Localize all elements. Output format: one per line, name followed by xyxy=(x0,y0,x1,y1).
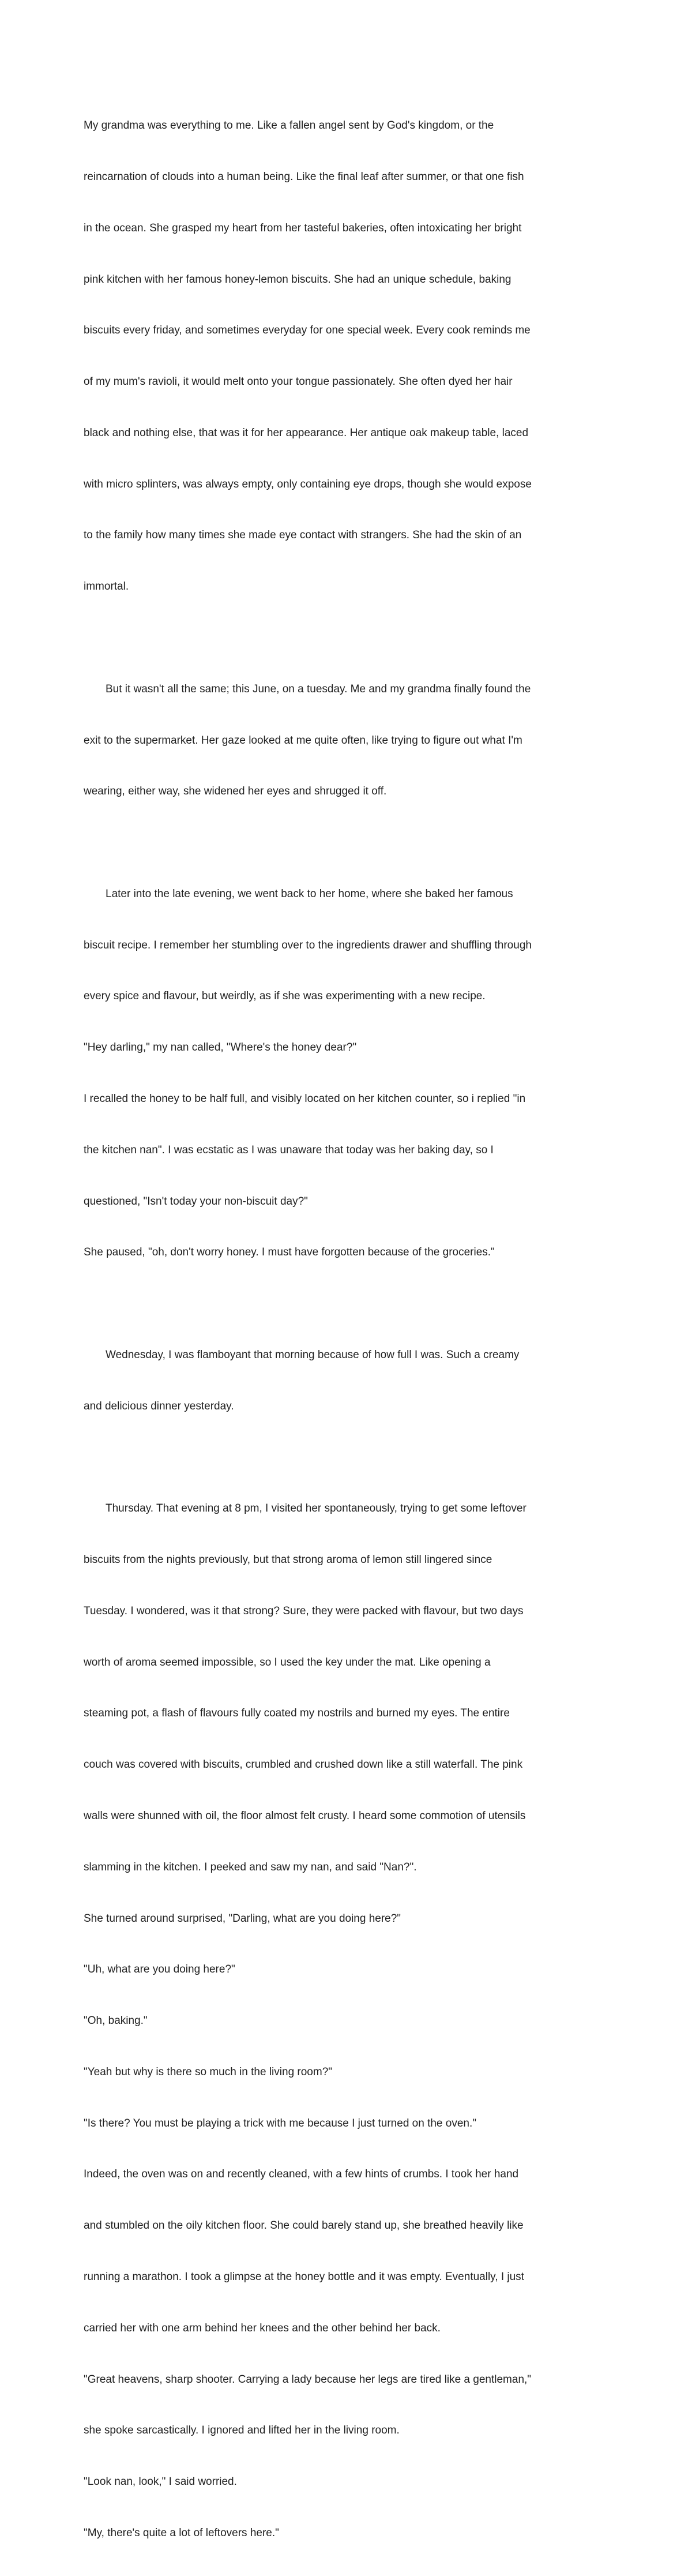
text-line: to the family how many times she made eye contact with strangers. She had the skin of an xyxy=(84,529,522,542)
text-line: biscuits every friday, and sometimes everyday for one special week. Every cook reminds me xyxy=(84,324,531,337)
text-line: questioned, "Isn't today your non-biscuit day?" xyxy=(84,1195,308,1208)
text-line: slamming in the kitchen. I peeked and saw my nan, and said "Nan?". xyxy=(84,1861,417,1873)
text-line: of my mum's ravioli, it would melt onto your tongue passionately. She often dyed her hair xyxy=(84,376,513,388)
text-line: She paused, "oh, don't worry honey. I must have forgotten because of the groceries." xyxy=(84,1246,495,1259)
text-line: Wednesday, I was flamboyant that morning because of how full I was. Such a creamy xyxy=(106,1348,520,1361)
paragraph-5 xyxy=(84,1466,614,2576)
text-line: "My, there's quite a lot of leftovers here." xyxy=(84,2526,279,2539)
text-line: black and nothing else, that was it for her appearance. Her antique oak makeup table, laced xyxy=(84,426,529,439)
text-line: "Yeah but why is there so much in the living room?" xyxy=(84,2065,333,2078)
text-line: Thursday. That evening at 8 pm, I visited her spontaneously, trying to get some leftover xyxy=(106,1502,526,1515)
text-line: carried her with one arm behind her knees and the other behind her back. xyxy=(84,2322,441,2334)
text-line: she spoke sarcastically. I ignored and lifted her in the living room. xyxy=(84,2424,400,2437)
text-line: steaming pot, a flash of flavours fully coated my nostrils and burned my eyes. The entire xyxy=(84,1707,510,1720)
text-line: "Uh, what are you doing here?" xyxy=(84,1963,235,1976)
text-line: "Great heavens, sharp shooter. Carrying a lady because her legs are tired like a gentleman," xyxy=(84,2373,532,2386)
paragraph-2 xyxy=(84,647,614,835)
paragraph-gap xyxy=(84,629,614,647)
text-line: Tuesday. I wondered, was it that strong? Sure, they were packed with flavour, but two days xyxy=(84,1604,524,1617)
text-line: She turned around surprised, "Darling, what are you doing here?" xyxy=(84,1912,401,1925)
text-line: Indeed, the oven was on and recently cleaned, with a few hints of crumbs. I took her hand xyxy=(84,2168,519,2181)
text-line: walls were shunned with oil, the floor almost felt crusty. I heard some commotion of utensils xyxy=(84,1809,526,1822)
text-line: But it wasn't all the same; this June, on a tuesday. Me and my grandma finally found the xyxy=(106,683,531,695)
text-line: and stumbled on the oily kitchen floor. She could barely stand up, she breathed heavily like xyxy=(84,2219,524,2232)
text-line: "Oh, baking." xyxy=(84,2015,148,2027)
paragraph-gap xyxy=(84,834,614,852)
text-line: wearing, either way, she widened her eyes and shrugged it off. xyxy=(84,785,387,798)
text-line: "Hey darling," my nan called, "Where's the honey dear?" xyxy=(84,1041,357,1054)
text-line: and delicious dinner yesterday. xyxy=(84,1400,234,1412)
text-line: Later into the late evening, we went back to her home, where she baked her famous xyxy=(106,887,513,900)
paragraph-gap xyxy=(84,1449,614,1467)
text-line: immortal. xyxy=(84,580,129,593)
text-line: "Is there? You must be playing a trick with me because I just turned on the oven." xyxy=(84,2117,476,2129)
text-line: pink kitchen with her famous honey-lemon biscuits. She had an unique schedule, baking xyxy=(84,273,512,286)
text-line: reincarnation of clouds into a human being. Like the final leaf after summer, or that one fish xyxy=(84,170,524,183)
document-body xyxy=(84,83,614,2576)
text-line: couch was covered with biscuits, crumbled and crushed down like a still waterfall. The pink xyxy=(84,1758,523,1771)
text-line: "Look nan, look," I said worried. xyxy=(84,2476,237,2488)
text-line: every spice and flavour, but weirdly, as if she was experimenting with a new recipe. xyxy=(84,990,486,1003)
text-line: My grandma was everything to me. Like a fallen angel sent by God's kingdom, or the xyxy=(84,119,494,132)
text-line: biscuit recipe. I remember her stumbling over to the ingredients drawer and shuffling through xyxy=(84,939,532,951)
text-line: worth of aroma seemed impossible, so I used the key under the mat. Like opening a xyxy=(84,1656,491,1668)
paragraph-3 xyxy=(84,852,614,1295)
text-line: in the ocean. She grasped my heart from her tasteful bakeries, often intoxicating her bright xyxy=(84,222,522,234)
text-line: I recalled the honey to be half full, and visibly located on her kitchen counter, so i replied "in xyxy=(84,1093,526,1105)
paragraph-1 xyxy=(84,83,614,629)
paragraph-4 xyxy=(84,1313,614,1449)
text-line: with micro splinters, was always empty, only containing eye drops, though she would expose xyxy=(84,478,532,490)
text-line: biscuits from the nights previously, but that strong aroma of lemon still lingered since xyxy=(84,1554,492,1566)
text-line: exit to the supermarket. Her gaze looked at me quite often, like trying to figure out what I'm xyxy=(84,734,522,747)
paragraph-gap xyxy=(84,1295,614,1313)
text-line: the kitchen nan". I was ecstatic as I was unaware that today was her baking day, so I xyxy=(84,1143,494,1156)
text-line: running a marathon. I took a glimpse at the honey bottle and it was empty. Eventually, I just xyxy=(84,2271,524,2283)
